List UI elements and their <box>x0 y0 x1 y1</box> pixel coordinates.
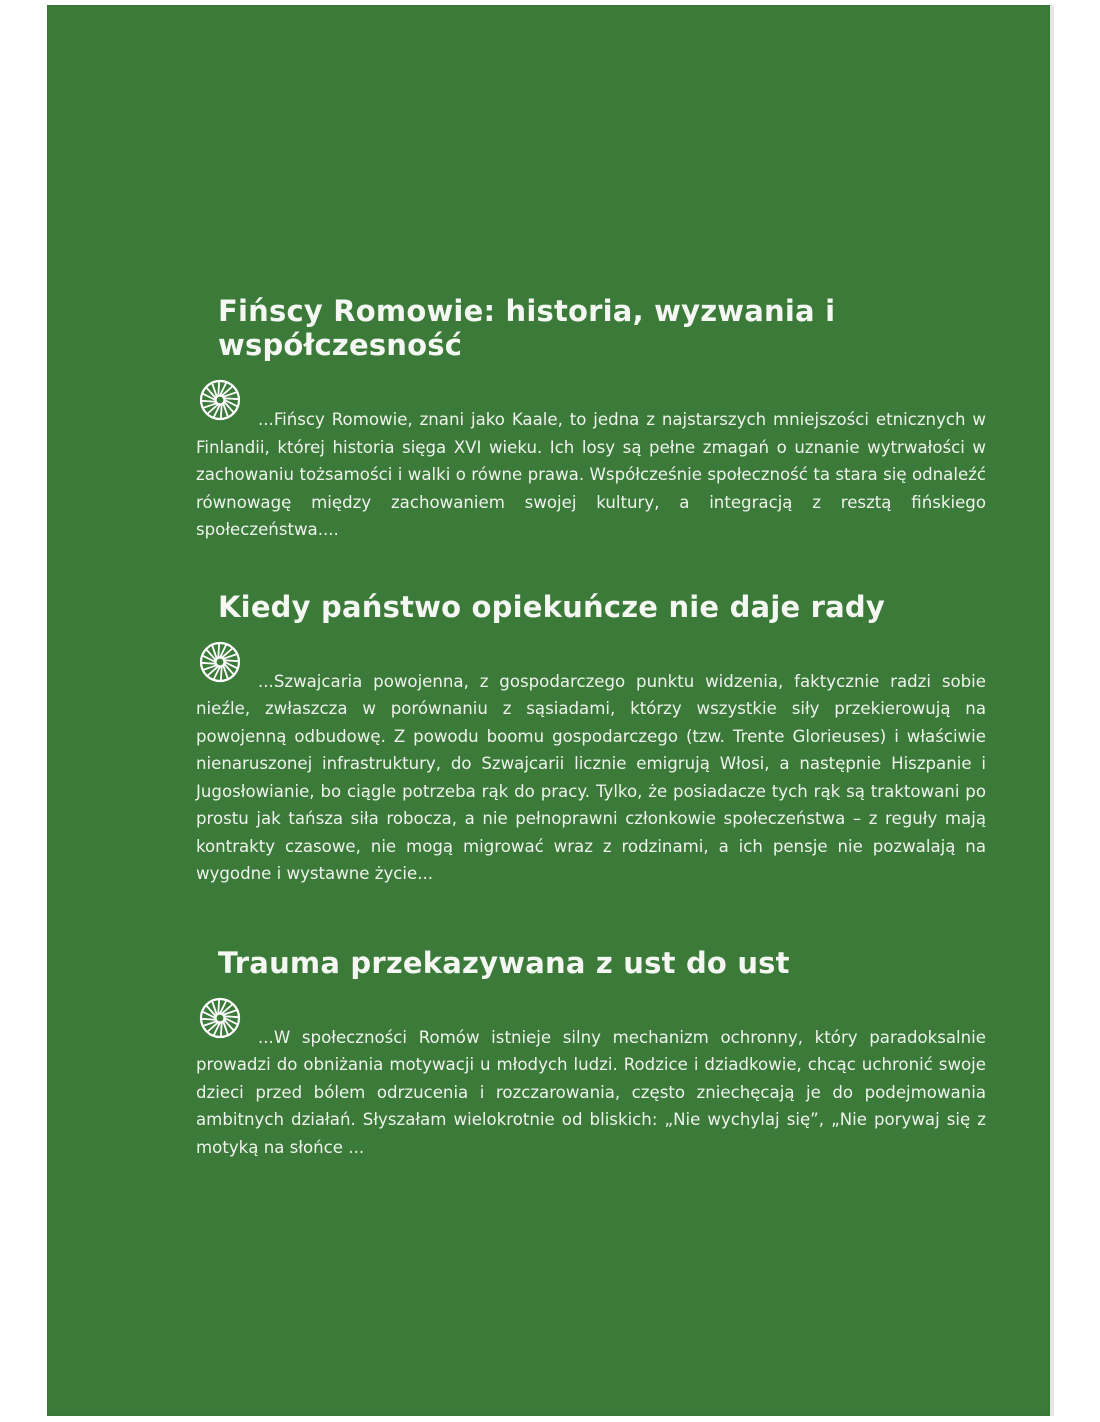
wheel-spoke <box>201 1018 216 1019</box>
wheel-spoke <box>218 381 219 396</box>
excerpt-text: ...W społeczności Romów istnieje silny mechanizm ochronny, który paradoksalnie prowadzi do obniżania motywacji u młodych ludzi. Rodzice i dziadkowie, chcąc uchronić swoje dzieci przed bólem odrzucenia i rozczarowania, często zniechęcają je do podejmowania ambitnych działań. Słyszałam wielokrotnie od bliskich: „Nie wychylaj się”, „Nie porywaj się z motyką na słońce ... <box>196 1027 986 1157</box>
wheel-spoke <box>221 404 222 419</box>
roma-wheel-icon <box>198 640 242 684</box>
roma-wheel-icon <box>198 378 242 422</box>
section-title: Kiedy państwo opiekuńcze nie daje rady <box>218 589 885 624</box>
article-section-2 <box>196 590 986 888</box>
wheel-spoke <box>224 660 239 661</box>
content-area <box>196 294 986 1161</box>
wheel-spoke <box>224 1016 239 1017</box>
wheel-spoke <box>201 401 216 402</box>
wheel-spoke <box>218 643 219 658</box>
wheel-spoke <box>221 666 222 681</box>
wheel-spoke <box>221 1022 222 1037</box>
article-section-1 <box>196 294 986 544</box>
article-excerpt <box>196 996 986 1162</box>
wheel-spoke <box>201 662 216 663</box>
article-excerpt <box>196 378 986 544</box>
article-excerpt <box>196 640 986 888</box>
roma-wheel-icon <box>198 996 242 1040</box>
article-section-3 <box>196 946 986 1162</box>
wheel-spoke <box>224 398 239 399</box>
wheel-spoke <box>218 999 219 1014</box>
section-title: Fińscy Romowie: historia, wyzwania i współczesność <box>218 294 836 362</box>
page-edge <box>1050 5 1054 1416</box>
section-title: Trauma przekazywana z ust do ust <box>218 945 790 980</box>
excerpt-text: ...Fińscy Romowie, znani jako Kaale, to jedna z najstarszych mniejszości etnicznych w Finlandii, której historia sięga XVI wieku. Ich losy są pełne zmagań o uznanie wytrwałości w zachowaniu tożsamości i walki o równe prawa. Współcześnie społeczność ta stara się odnaleźć równowagę między zachowaniem swojej kultury, a integracją z resztą fińskiego społeczeństwa.... <box>196 410 986 539</box>
excerpt-text: ...Szwajcaria powojenna, z gospodarczego punktu widzenia, faktycznie radzi sobie nieźle, zwłaszcza w porównaniu z sąsiadami, którzy wszystkie siły przekierowują na powojenną odbudowę. Z powodu boomu gospodarczego (tzw. Trente Glorieuses) i właściwie nienaruszonej infrastruktury, do Szwajcarii licznie emigrują Włosi, a następnie Hiszpanie i Jugosłowianie, bo ciągle potrzeba rąk do pracy. Tylko, że posiadacze tych rąk są traktowani po prostu jak tańsza siła robocza, a nie pełnoprawni członkowie społeczeństwa – z reguły mają kontrakty czasowe, nie mogą migrować wraz z rodzinami, a ich pensje nie pozwalają na wygodne i wystawne życie... <box>196 671 986 883</box>
